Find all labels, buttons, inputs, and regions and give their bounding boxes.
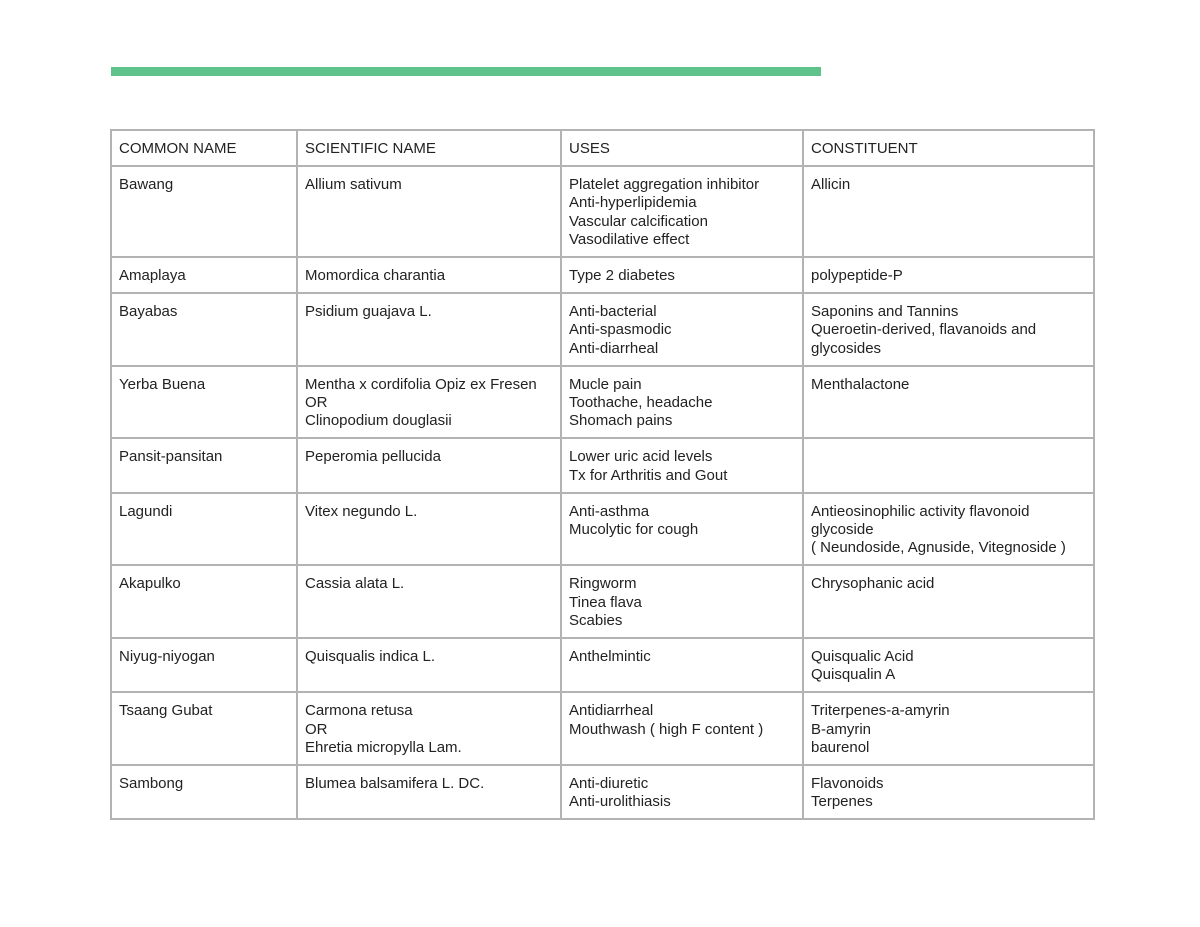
cell-line: Allicin xyxy=(811,176,851,194)
cell-line: Ringworm xyxy=(569,575,637,593)
common-name-cell xyxy=(111,638,297,692)
cell-line: Yerba Buena xyxy=(119,375,206,393)
cell-line: Platelet aggregation inhibitor xyxy=(569,176,760,194)
cell-line: Chrysophanic acid xyxy=(811,575,935,593)
cell-line: Queroetin-derived, flavanoids and xyxy=(811,321,1037,339)
cell-line: Mucolytic for cough xyxy=(569,521,699,539)
cell-line: Terpenes xyxy=(811,793,873,811)
cell-line: Quisqualis indica L. xyxy=(305,648,436,666)
cell-line: Anti-asthma xyxy=(569,502,650,520)
constituent-cell xyxy=(803,366,1094,439)
uses-cell xyxy=(561,565,803,638)
cell-line: Vasodilative effect xyxy=(569,230,690,248)
cell-line: Anti-hyperlipidemia xyxy=(569,194,697,212)
cell-line: Pansit-pansitan xyxy=(119,448,223,466)
constituent-cell xyxy=(803,765,1094,819)
constituent-cell xyxy=(803,257,1094,293)
table-row xyxy=(111,166,1094,257)
cell-line: Mouthwash ( high F content ) xyxy=(569,720,764,738)
cell-line: baurenol xyxy=(811,738,870,756)
header-common-name: COMMON NAME xyxy=(111,130,297,166)
table-row xyxy=(111,565,1094,638)
constituent-cell xyxy=(803,692,1094,765)
common-name-cell xyxy=(111,565,297,638)
header-constituent: CONSTITUENT xyxy=(803,130,1094,166)
scientific-name-cell xyxy=(297,638,561,692)
table-row xyxy=(111,366,1094,439)
cell-line: Ehretia micropylla Lam. xyxy=(305,738,462,756)
uses-cell xyxy=(561,366,803,439)
herb-table xyxy=(110,129,1095,820)
scientific-name-cell xyxy=(297,438,561,492)
cell-line: Quisqualic Acid xyxy=(811,648,914,666)
common-name-cell xyxy=(111,293,297,366)
uses-cell xyxy=(561,293,803,366)
uses-cell xyxy=(561,765,803,819)
table-row xyxy=(111,692,1094,765)
cell-line: Menthalactone xyxy=(811,375,910,393)
cell-line: Anti-urolithiasis xyxy=(569,793,671,811)
cell-line: Anthelmintic xyxy=(569,648,651,666)
cell-line: Cassia alata L. xyxy=(305,575,405,593)
table-row xyxy=(111,293,1094,366)
scientific-name-cell xyxy=(297,166,561,257)
cell-line: Lower uric acid levels xyxy=(569,448,713,466)
cell-line: Antieosinophilic activity flavonoid xyxy=(811,502,1030,520)
cell-line: OR xyxy=(305,394,328,412)
cell-line: Clinopodium douglasii xyxy=(305,412,452,430)
cell-line: OR xyxy=(305,720,328,738)
common-name-cell xyxy=(111,257,297,293)
scientific-name-cell xyxy=(297,257,561,293)
cell-line: Toothache, headache xyxy=(569,394,713,412)
scientific-name-cell xyxy=(297,765,561,819)
cell-line: Quisqualin A xyxy=(811,666,896,684)
cell-line: Triterpenes-a-amyrin xyxy=(811,702,950,720)
cell-line: Bayabas xyxy=(119,303,178,321)
common-name-cell xyxy=(111,166,297,257)
cell-line: Antidiarrheal xyxy=(569,702,654,720)
cell-line: Anti-diuretic xyxy=(569,775,649,793)
header-uses: USES xyxy=(561,130,803,166)
constituent-cell xyxy=(803,638,1094,692)
cell-line: Mucle pain xyxy=(569,375,642,393)
scientific-name-cell xyxy=(297,692,561,765)
cell-line: Anti-diarrheal xyxy=(569,339,659,357)
cell-line: polypeptide-P xyxy=(811,267,903,285)
cell-line: Momordica charantia xyxy=(305,267,446,285)
uses-cell xyxy=(561,438,803,492)
table-header-row xyxy=(111,130,1094,166)
cell-line: Lagundi xyxy=(119,502,173,520)
cell-line: Allium sativum xyxy=(305,176,402,194)
table-body xyxy=(111,166,1094,819)
cell-line: Blumea balsamifera L. DC. xyxy=(305,775,485,793)
cell-line: glycoside xyxy=(811,521,874,539)
header-scientific-name: SCIENTIFIC NAME xyxy=(297,130,561,166)
common-name-cell xyxy=(111,438,297,492)
cell-line: Anti-spasmodic xyxy=(569,321,672,339)
cell-line: Tinea flava xyxy=(569,593,642,611)
scientific-name-cell xyxy=(297,565,561,638)
cell-line: Type 2 diabetes xyxy=(569,267,675,285)
cell-line: Akapulko xyxy=(119,575,181,593)
uses-cell xyxy=(561,166,803,257)
cell-line: Bawang xyxy=(119,176,174,194)
cell-line: Tx for Arthritis and Gout xyxy=(569,466,728,484)
constituent-cell xyxy=(803,493,1094,566)
cell-line: B-amyrin xyxy=(811,720,872,738)
common-name-cell xyxy=(111,493,297,566)
cell-line: Vascular calcification xyxy=(569,212,708,230)
table-row xyxy=(111,438,1094,492)
common-name-cell xyxy=(111,692,297,765)
common-name-cell xyxy=(111,366,297,439)
cell-line: Peperomia pellucida xyxy=(305,448,441,466)
uses-cell xyxy=(561,493,803,566)
cell-line: Anti-bacterial xyxy=(569,303,657,321)
constituent-cell xyxy=(803,438,1094,492)
accent-bar xyxy=(111,67,821,76)
constituent-cell xyxy=(803,565,1094,638)
cell-line: Saponins and Tannins xyxy=(811,303,959,321)
cell-line: Amaplaya xyxy=(119,267,186,285)
uses-cell xyxy=(561,692,803,765)
scientific-name-cell xyxy=(297,493,561,566)
cell-line: Niyug-niyogan xyxy=(119,648,215,666)
cell-line: Sambong xyxy=(119,775,184,793)
table-row xyxy=(111,493,1094,566)
cell-line: Tsaang Gubat xyxy=(119,702,213,720)
cell-line: Carmona retusa xyxy=(305,702,413,720)
cell-line: Flavonoids xyxy=(811,775,884,793)
cell-line: Scabies xyxy=(569,611,623,629)
cell-line: glycosides xyxy=(811,339,882,357)
cell-line: Vitex negundo L. xyxy=(305,502,418,520)
scientific-name-cell xyxy=(297,293,561,366)
table-row xyxy=(111,765,1094,819)
common-name-cell xyxy=(111,765,297,819)
cell-line: Mentha x cordifolia Opiz ex Fresen xyxy=(305,375,537,393)
table-row xyxy=(111,257,1094,293)
table-row xyxy=(111,638,1094,692)
cell-line: Shomach pains xyxy=(569,412,673,430)
cell-line: ( Neundoside, Agnuside, Vitegnoside ) xyxy=(811,539,1066,557)
cell-line: Psidium guajava L. xyxy=(305,303,432,321)
scientific-name-cell xyxy=(297,366,561,439)
constituent-cell xyxy=(803,166,1094,257)
uses-cell xyxy=(561,257,803,293)
constituent-cell xyxy=(803,293,1094,366)
uses-cell xyxy=(561,638,803,692)
